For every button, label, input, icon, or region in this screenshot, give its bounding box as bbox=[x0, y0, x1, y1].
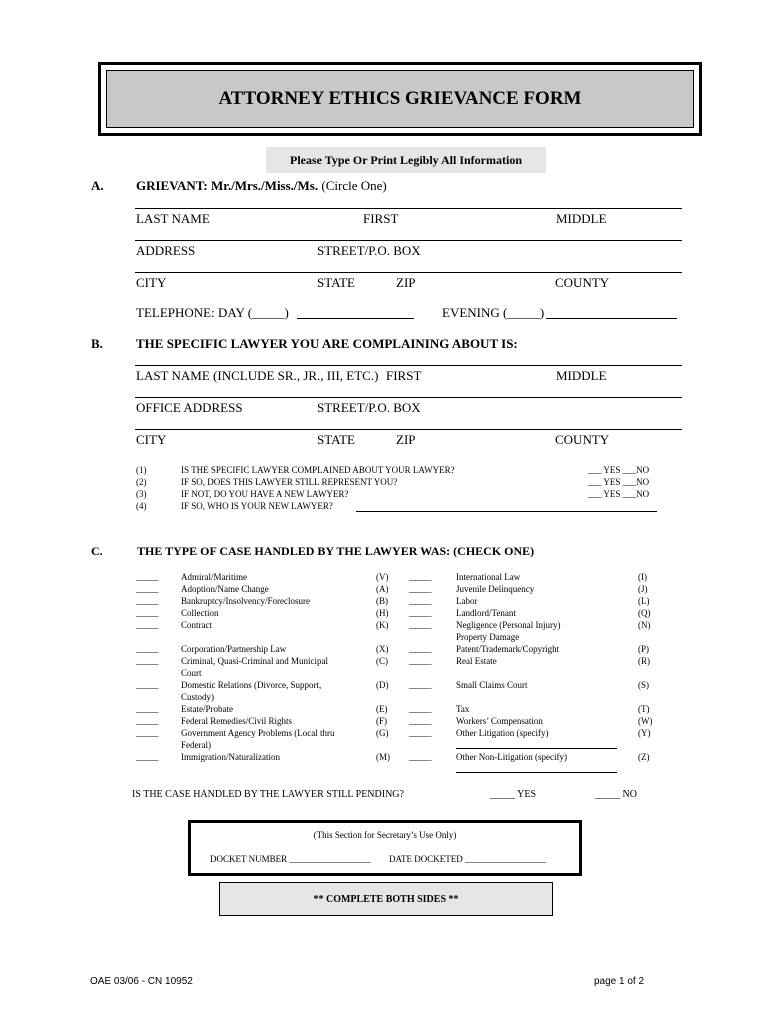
case-checkbox-blank[interactable]: _____ bbox=[136, 752, 159, 762]
case-checkbox-blank[interactable]: _____ bbox=[409, 716, 432, 726]
grievant-city-label: CITY bbox=[136, 275, 167, 290]
case-type-label: Labor bbox=[456, 596, 478, 606]
case-type-label: International Law bbox=[456, 572, 521, 582]
case-type-code: (R) bbox=[638, 656, 650, 666]
case-type-code: (K) bbox=[376, 620, 389, 630]
case-type-code: (T) bbox=[638, 704, 650, 714]
question-1-answer[interactable]: ___ YES ___NO bbox=[588, 465, 650, 475]
question-4-text: IF SO, WHO IS YOUR NEW LAWYER? bbox=[181, 501, 333, 511]
case-type-code: (V) bbox=[376, 572, 389, 582]
grievant-address-label: ADDRESS bbox=[136, 243, 196, 258]
section-c-letter: C. bbox=[91, 544, 103, 558]
case-type-code: (S) bbox=[638, 680, 649, 690]
other-non-litigation-specify-field[interactable] bbox=[456, 772, 617, 773]
case-type-label: Federal Remedies/Civil Rights bbox=[181, 716, 292, 726]
pending-yes-option[interactable]: _____ YES bbox=[490, 789, 537, 800]
case-checkbox-blank[interactable]: _____ bbox=[409, 752, 432, 762]
case-type-label: Workers’ Compensation bbox=[456, 716, 543, 726]
case-type-code: (W) bbox=[638, 716, 653, 726]
complete-both-sides-banner bbox=[219, 882, 553, 916]
case-type-label: Tax bbox=[456, 704, 470, 714]
case-checkbox-blank[interactable]: _____ bbox=[409, 572, 432, 582]
section-a-letter: A. bbox=[91, 178, 104, 193]
case-type-label: Bankruptcy/Insolvency/Foreclosure bbox=[181, 596, 310, 606]
case-type-code: (G) bbox=[376, 728, 389, 738]
case-type-label: Small Claims Court bbox=[456, 680, 528, 690]
complete-both-sides-text: ** COMPLETE BOTH SIDES ** bbox=[313, 893, 459, 905]
pending-no-option[interactable]: _____ NO bbox=[595, 789, 637, 800]
case-type-label: Real Estate bbox=[456, 656, 497, 666]
section-a-heading bbox=[136, 178, 387, 194]
grievant-city-line bbox=[135, 272, 682, 273]
telephone-evening-label: EVENING (_____) bbox=[442, 305, 545, 320]
subtitle: Please Type Or Print Legibly All Information bbox=[290, 152, 522, 167]
case-type-label: Estate/Probate bbox=[181, 704, 233, 714]
case-type-code: (J) bbox=[638, 584, 648, 594]
section-b-heading: THE SPECIFIC LAWYER YOU ARE COMPLAINING ABOUT IS: bbox=[136, 336, 518, 351]
case-type-code: (X) bbox=[376, 644, 389, 654]
case-checkbox-blank[interactable]: _____ bbox=[136, 680, 159, 690]
grievant-name-line-top bbox=[135, 208, 682, 209]
question-3-text: IF NOT, DO YOU HAVE A NEW LAWYER? bbox=[181, 489, 349, 499]
lawyer-city-line bbox=[135, 429, 682, 430]
case-type-label: Juvenile Delinquency bbox=[456, 584, 535, 594]
date-docketed-field[interactable]: DATE DOCKETED __________________ bbox=[389, 854, 546, 864]
case-checkbox-blank[interactable]: _____ bbox=[136, 704, 159, 714]
case-checkbox-blank[interactable]: _____ bbox=[136, 644, 159, 654]
case-type-code: (N) bbox=[638, 620, 651, 630]
page-number: page 1 of 2 bbox=[594, 976, 645, 987]
case-checkbox-blank[interactable]: _____ bbox=[136, 584, 159, 594]
case-type-label: Corporation/Partnership Law bbox=[181, 644, 287, 654]
case-type-label: Adoption/Name Change bbox=[181, 584, 269, 594]
new-lawyer-field[interactable] bbox=[356, 511, 657, 512]
form-title: ATTORNEY ETHICS GRIEVANCE FORM bbox=[218, 88, 582, 109]
case-type-label: Criminal, Quasi-Criminal and Municipal bbox=[181, 656, 328, 666]
question-2-answer[interactable]: ___ YES ___NO bbox=[588, 477, 650, 487]
other-litigation-specify-field[interactable] bbox=[456, 748, 617, 749]
case-type-code: (Z) bbox=[638, 752, 650, 762]
case-checkbox-blank[interactable]: _____ bbox=[409, 728, 432, 738]
case-checkbox-blank[interactable]: _____ bbox=[409, 656, 432, 666]
question-2-number: (2) bbox=[136, 477, 147, 487]
case-type-label: Patent/Trademark/Copyright bbox=[456, 644, 560, 654]
lawyer-county-label: COUNTY bbox=[555, 432, 610, 447]
case-type-code: (Q) bbox=[638, 608, 651, 618]
case-type-label: Admiral/Maritime bbox=[181, 572, 247, 582]
section-c-heading: THE TYPE OF CASE HANDLED BY THE LAWYER WAS: (CHECK ONE) bbox=[137, 544, 535, 558]
form-code: OAE 03/06 - CN 10952 bbox=[90, 976, 193, 987]
lawyer-first-label: FIRST bbox=[386, 368, 422, 383]
case-type-code: (E) bbox=[376, 704, 388, 714]
grievant-state-label: STATE bbox=[317, 275, 355, 290]
case-checkbox-blank[interactable]: _____ bbox=[136, 608, 159, 618]
case-type-label-cont: Federal) bbox=[181, 740, 211, 750]
lawyer-city-label: CITY bbox=[136, 432, 167, 447]
case-type-code: (L) bbox=[638, 596, 650, 606]
question-3-answer[interactable]: ___ YES ___NO bbox=[588, 489, 650, 499]
section-b-letter: B. bbox=[91, 336, 103, 351]
case-type-label: Immigration/Naturalization bbox=[181, 752, 280, 762]
case-type-label: Government Agency Problems (Local thru bbox=[181, 728, 335, 738]
question-3-number: (3) bbox=[136, 489, 147, 499]
case-checkbox-blank[interactable]: _____ bbox=[409, 680, 432, 690]
grievant-middle-label: MIDDLE bbox=[556, 211, 607, 226]
case-type-code: (M) bbox=[376, 752, 390, 762]
question-1-text: IS THE SPECIFIC LAWYER COMPLAINED ABOUT YOUR LAWYER? bbox=[181, 465, 455, 475]
title-box bbox=[98, 62, 702, 136]
subtitle-banner bbox=[266, 147, 546, 173]
case-type-code: (Y) bbox=[638, 728, 651, 738]
case-type-code: (P) bbox=[638, 644, 649, 654]
grievant-zip-label: ZIP bbox=[396, 275, 416, 290]
case-type-code: (D) bbox=[376, 680, 389, 690]
question-2-text: IF SO, DOES THIS LAWYER STILL REPRESENT YOU? bbox=[181, 477, 398, 487]
lawyer-zip-label: ZIP bbox=[396, 432, 416, 447]
case-type-label: Contract bbox=[181, 620, 212, 630]
case-checkbox-blank[interactable]: _____ bbox=[409, 644, 432, 654]
case-checkbox-blank[interactable]: _____ bbox=[409, 620, 432, 630]
lawyer-state-label: STATE bbox=[317, 432, 355, 447]
case-type-label: Landlord/Tenant bbox=[456, 608, 516, 618]
case-checkbox-blank[interactable]: _____ bbox=[136, 572, 159, 582]
case-checkbox-blank[interactable]: _____ bbox=[409, 584, 432, 594]
pending-question: IS THE CASE HANDLED BY THE LAWYER STILL PENDING? bbox=[132, 789, 404, 800]
case-type-label: Domestic Relations (Divorce, Support, bbox=[181, 680, 322, 690]
question-4-number: (4) bbox=[136, 501, 147, 511]
title-banner bbox=[106, 70, 694, 128]
case-type-code: (F) bbox=[376, 716, 387, 726]
telephone-day-label: TELEPHONE: DAY (_____) bbox=[136, 305, 289, 320]
lawyer-middle-label: MIDDLE bbox=[556, 368, 607, 383]
question-1-number: (1) bbox=[136, 465, 147, 475]
lawyer-address-line bbox=[135, 397, 682, 398]
case-checkbox-blank[interactable]: _____ bbox=[136, 716, 159, 726]
case-checkbox-blank[interactable]: _____ bbox=[136, 656, 159, 666]
case-type-code: (H) bbox=[376, 608, 389, 618]
case-checkbox-blank[interactable]: _____ bbox=[136, 596, 159, 606]
telephone-day-field[interactable] bbox=[297, 318, 414, 319]
docket-number-field[interactable]: DOCKET NUMBER __________________ bbox=[210, 854, 371, 864]
case-checkbox-blank[interactable]: _____ bbox=[409, 704, 432, 714]
grievant-last-name-label: LAST NAME bbox=[136, 211, 210, 226]
case-checkbox-blank[interactable]: _____ bbox=[409, 596, 432, 606]
grievant-county-label: COUNTY bbox=[555, 275, 610, 290]
case-type-code: (B) bbox=[376, 596, 388, 606]
grievant-street-label: STREET/P.O. BOX bbox=[317, 243, 421, 258]
case-type-code: (A) bbox=[376, 584, 389, 594]
case-type-label-cont: Custody) bbox=[181, 692, 215, 702]
lawyer-name-line-top bbox=[135, 365, 682, 366]
circle-one-note: (Circle One) bbox=[321, 178, 387, 193]
case-type-label: Other Non-Litigation (specify) bbox=[456, 752, 567, 762]
case-type-label: Other Litigation (specify) bbox=[456, 728, 549, 738]
telephone-evening-field[interactable] bbox=[546, 318, 677, 319]
lawyer-last-name-label: LAST NAME (INCLUDE SR., JR., III, ETC.) bbox=[136, 368, 379, 383]
case-type-label: Collection bbox=[181, 608, 219, 618]
lawyer-office-address-label: OFFICE ADDRESS bbox=[136, 400, 243, 415]
case-type-label: Negligence (Personal Injury) bbox=[456, 620, 561, 630]
case-type-code: (I) bbox=[638, 572, 647, 582]
case-type-label-cont: Property Damage bbox=[456, 632, 520, 642]
grievant-first-label: FIRST bbox=[363, 211, 399, 226]
secretary-use-box bbox=[188, 820, 582, 876]
lawyer-street-label: STREET/P.O. BOX bbox=[317, 400, 421, 415]
case-type-code: (C) bbox=[376, 656, 388, 666]
case-checkbox-blank[interactable]: _____ bbox=[136, 728, 159, 738]
secretary-note: (This Section for Secretary’s Use Only) bbox=[313, 830, 457, 840]
case-type-label-cont: Court bbox=[181, 668, 202, 678]
grievant-address-line bbox=[135, 240, 682, 241]
case-checkbox-blank[interactable]: _____ bbox=[409, 608, 432, 618]
grievant-heading: GRIEVANT: Mr./Mrs./Miss./Ms. bbox=[136, 178, 319, 193]
case-checkbox-blank[interactable]: _____ bbox=[136, 620, 159, 630]
